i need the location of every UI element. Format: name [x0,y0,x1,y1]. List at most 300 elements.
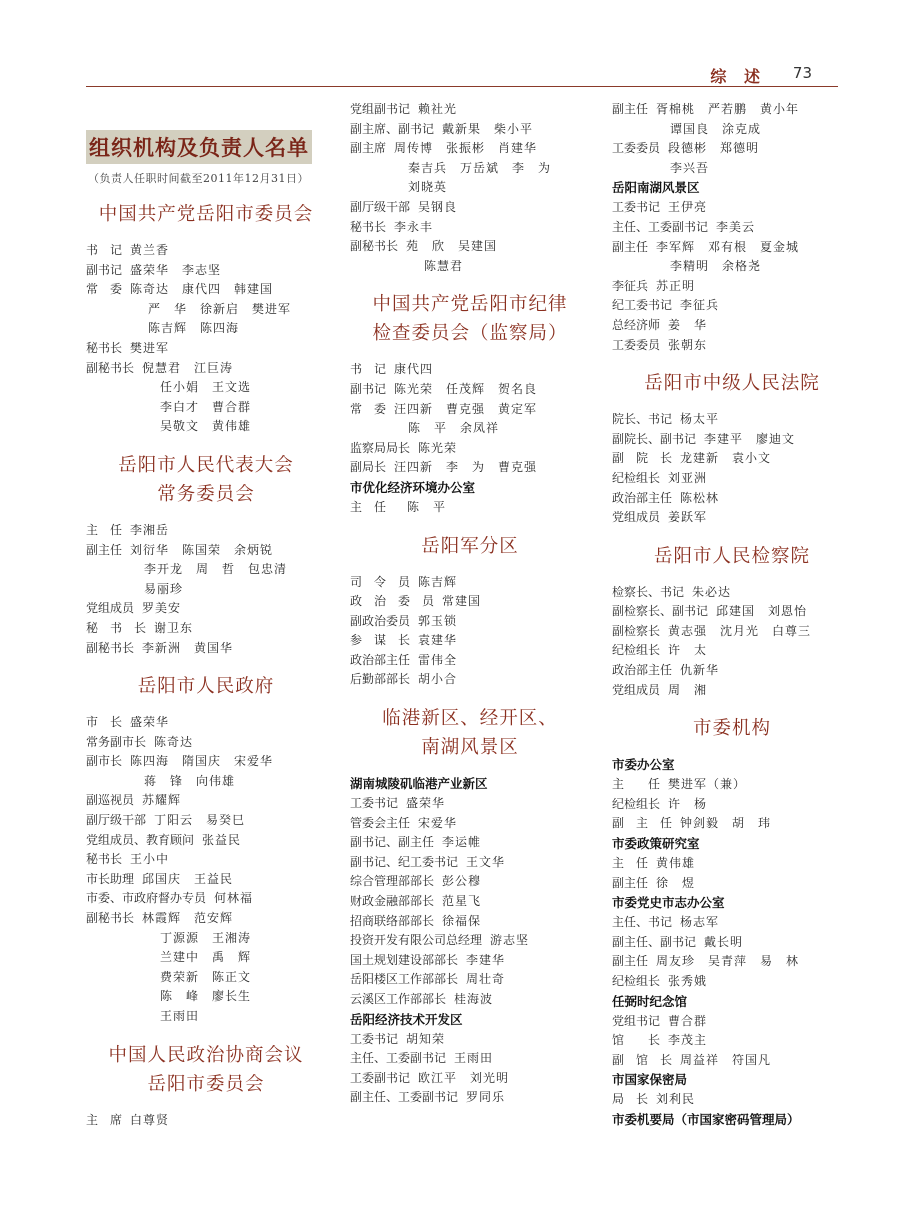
position-label: 主 任 [612,856,649,871]
position-label: 总经济师 [612,317,661,332]
person-names: 刘衍华 陈国荣 余炳锐 [130,542,274,557]
position-label: 副主任 [612,875,649,890]
entry-row [612,1051,852,1071]
entry-row [350,631,590,651]
person-names: 桂海波 [454,992,494,1006]
person-names: 吴钢良 [418,199,458,214]
section-title [86,1041,326,1099]
person-names: 黄志强 沈月光 白尊三 [668,623,812,638]
names-continuation: 陈 峰 廖长生 [160,989,252,1004]
position-label: 主任、工委副书记 [612,219,709,234]
names-continuation: 王雨田 [160,1009,200,1023]
position-label: 常 委 [86,282,123,297]
names-continuation: 易丽珍 [144,581,184,596]
position-label: 监察局局长 [350,440,411,455]
position-label: 政 治 委 员 [350,594,435,609]
person-names: 黄伟雄 [656,856,696,871]
position-label: 副主任、副书记 [612,934,697,949]
entry-row [612,661,852,681]
position-label: 秘书长 [86,340,123,355]
person-names: 陈吉辉 [418,574,458,589]
section-title-line: 中国人民政治协商会议 [108,1044,304,1066]
position-label: 副巡视员 [86,793,135,808]
position-label: 岳阳楼区工作部部长 [350,972,459,987]
entry-row [612,218,852,238]
main-title-box [86,130,312,164]
person-names: 曹合群 [668,1013,708,1028]
person-names: 陈奇达 康代四 韩建国 [130,282,274,297]
entry-row [86,541,326,561]
names-continuation: 李精明 余格尧 [670,259,762,274]
section-title [350,532,590,561]
person-names: 欧江平 刘光明 [418,1070,510,1085]
section-title [612,714,852,743]
entry-row [86,752,326,772]
position-label: 主 任 [350,499,387,514]
section-title-line: 市委机构 [692,718,771,740]
entry-row [350,100,590,120]
section-title-line: 岳阳军分区 [421,535,519,557]
position-label: 财政金融部部长 [350,894,435,909]
position-label: 市委、市政府督办专员 [86,891,207,906]
entry-row [86,889,326,909]
position-label: 副主任、工委副书记 [350,1090,459,1105]
names-continuation: 吴敬文 黄伟雄 [160,419,252,434]
person-names: 李美云 [716,219,756,234]
section-name: 综 述 [710,67,766,86]
person-names: 胥棉桃 严若鹏 黄小年 [656,102,800,116]
position-label: 主 任 [86,522,123,537]
person-names: 李新洲 黄国华 [142,640,234,655]
person-names: 游志坚 [490,933,530,948]
entry-row [86,870,326,890]
entry-row [612,1012,852,1032]
names-continuation: 陈吉辉 陈四海 [148,321,240,336]
position-label: 参 谋 长 [350,633,411,648]
sub-title: 市优化经济环境办公室 [350,479,476,495]
entry-row [612,641,852,661]
entry-row [612,1031,852,1051]
section-title-line: 岳阳市人民政府 [137,676,275,698]
position-label: 党组成员 [612,510,661,525]
entry-row [350,872,590,892]
entry-row [612,874,852,894]
entry-row [612,410,852,430]
person-names: 周传博 张振彬 肖建华 [394,141,538,156]
entry-row [612,913,852,933]
position-label: 纪检组长 [612,470,661,485]
person-names: 倪慧君 江巨涛 [142,360,234,375]
position-label: 常务副市长 [86,734,147,749]
entry-row [86,791,326,811]
names-continuation: 兰建中 禹 辉 [160,950,252,965]
names-continuation: 费荣新 陈正文 [160,969,252,984]
names-continuation: 蒋 锋 向伟雄 [144,773,236,788]
entry-row [612,198,852,218]
person-names: 苑 欣 吴建国 [406,239,498,254]
person-names: 李永丰 [394,219,434,234]
position-label: 副主席、副书记 [350,121,435,136]
person-names: 徐 煜 [656,875,696,890]
names-continuation: 李白才 曹合群 [160,399,252,414]
entry-row [350,670,590,690]
section-title-line: 中国共产党岳阳市委员会 [98,204,314,225]
person-names: 谢卫东 [154,620,194,635]
position-label: 馆 长 [612,1033,661,1048]
entry-row [350,1030,590,1050]
section-title [350,704,590,762]
entry-row [350,573,590,593]
position-label: 管委会主任 [350,815,411,830]
position-label: 国土规划建设部部长 [350,952,459,967]
position-label: 局 长 [612,1092,649,1107]
entry-row [350,1088,590,1108]
position-label: 主 席 [86,1112,123,1127]
entry-row [350,139,590,159]
names-continuation: 严 华 徐新启 樊进军 [148,301,292,316]
person-names: 李建平 廖迪文 [704,431,796,446]
person-names: 苏耀辉 [142,793,182,808]
person-names: 白尊贤 [130,1112,170,1127]
person-names: 康代四 [394,362,434,377]
section-title [86,672,326,701]
entry-row [86,280,326,300]
person-names: 苏正明 [656,278,696,293]
entry-row [86,521,326,541]
position-label: 市长助理 [86,871,135,886]
position-label: 副 主 任 [612,816,673,831]
entry-row [612,296,852,316]
sub-title: 市国家保密局 [612,1072,688,1088]
entry-row [612,336,852,356]
entry-row [350,990,590,1010]
entry-row [86,850,326,870]
position-label: 副市长 [86,754,123,769]
entry-row [612,814,852,834]
person-names: 邱国庆 王益民 [142,871,234,886]
position-label: 副书记 [350,381,387,396]
person-names: 邱建国 刘恩怡 [716,604,808,619]
person-names: 王小中 [130,852,170,867]
person-names: 李建华 [466,952,506,967]
entry-row [350,218,590,238]
section-title [612,542,852,571]
sub-title: 市委办公室 [612,757,675,773]
position-label: 副院长、副书记 [612,431,697,446]
position-label: 书 记 [350,362,387,377]
person-names: 郭玉锁 [418,613,458,628]
position-label: 市 长 [86,715,123,730]
entry-row [612,238,852,258]
entry-row [350,120,590,140]
person-names: 彭公穆 [442,874,482,889]
person-names: 王伊亮 [668,200,708,215]
person-names: 雷伟全 [418,652,458,667]
entry-row [350,380,590,400]
entry-row [350,592,590,612]
entry-row [350,439,590,459]
position-label: 副主任 [612,102,649,116]
entry-row [86,241,326,261]
person-names: 盛荣华 [406,796,446,811]
person-names: 钟剑毅 胡 玮 [680,816,772,831]
section-title-line: 岳阳市人民代表大会 [118,454,294,476]
person-names: 黄兰香 [130,243,170,257]
person-names: 龙建新 袁小文 [680,451,772,466]
entry-row [86,619,326,639]
position-label: 副秘书长 [86,640,135,655]
position-label: 副局长 [350,460,387,475]
position-label: 党组成员 [86,601,135,616]
position-label: 政治部主任 [350,652,411,667]
entry-row [86,639,326,659]
entry-row [350,794,590,814]
entry-row [86,359,326,379]
position-label: 工委委员 [612,141,661,156]
position-label: 纪检组长 [612,974,661,988]
person-names: 罗美安 [142,601,182,616]
position-label: 副秘书长 [86,360,135,375]
entry-row [612,316,852,336]
position-label: 司 令 员 [350,574,411,589]
person-names: 范星飞 [442,894,482,909]
position-label: 后勤部部长 [350,672,411,687]
position-label: 副主任 [612,239,649,254]
position-label: 常 委 [350,401,387,416]
entry-row [350,892,590,912]
position-label: 纪检组长 [612,796,661,811]
person-names: 周 湘 [668,682,708,697]
position-label: 秘书长 [350,219,387,234]
position-label: 副厅级干部 [350,199,411,214]
names-continuation: 刘晓英 [408,180,448,195]
entry-row [86,599,326,619]
names-continuation: 陈 平 余凤祥 [408,421,500,436]
position-label: 主任、工委副书记 [350,1051,447,1066]
person-names: 许 杨 [668,796,708,811]
person-names: 罗同乐 [466,1090,506,1105]
entry-row [612,972,852,992]
entry-row [612,139,852,159]
entry-row [612,469,852,489]
entry-row [350,912,590,932]
person-names: 何林福 [214,891,254,906]
person-names: 宋爱华 [418,815,458,830]
section-title [350,290,590,348]
section-title [612,369,852,398]
position-label: 工委委员 [612,337,661,352]
person-names: 盛荣华 李志坚 [130,262,222,277]
person-names: 刘亚洲 [668,470,708,485]
person-names: 张益民 [202,832,242,847]
section-title-line: 岳阳市中级人民法院 [644,373,820,395]
sub-title: 岳阳经济技术开发区 [350,1011,463,1027]
person-names: 王文华 [466,854,506,869]
position-label: 副主任 [612,954,649,969]
person-names: 李军辉 邓有根 夏金城 [656,239,800,254]
position-label: 院长、书记 [612,412,673,427]
person-names: 周益祥 符国凡 [680,1052,772,1067]
names-continuation: 丁源源 王湘涛 [160,930,252,945]
section-title-line: 临港新区、经开区、 [382,708,558,730]
position-label: 副书记、纪工委书记 [350,854,459,869]
position-label: 党组副书记 [350,102,411,116]
entry-row [612,775,852,795]
section-title-line: 岳阳市人民检察院 [653,545,810,567]
person-names: 胡知荣 [406,1031,446,1046]
position-label: 政治部主任 [612,490,673,505]
column-3 [612,100,852,1130]
person-names: 姜跃军 [668,510,708,525]
person-names: 戴长明 [704,934,744,949]
sub-title: 岳阳南湖风景区 [612,180,700,196]
entry-row [350,1049,590,1069]
person-names: 樊进军（兼） [668,777,747,792]
person-names: 袁建华 [418,633,458,648]
entry-row [86,733,326,753]
person-names: 陈 平 [394,499,447,514]
section-title [86,200,326,229]
person-names: 陈光荣 [418,440,458,455]
entry-row [612,602,852,622]
position-label: 主 任 [612,777,661,792]
column-2 [350,100,590,1108]
entry-row [350,198,590,218]
position-label: 副厅级干部 [86,813,147,828]
entry-row [350,970,590,990]
person-names: 陈松林 [680,490,720,505]
entry-row [612,933,852,953]
position-label: 云溪区工作部部长 [350,992,447,1006]
person-names: 周友珍 吴青萍 易 林 [656,954,800,969]
person-names: 杨太平 [680,412,720,427]
entry-row [86,1111,326,1131]
person-names: 姜 华 [668,317,708,332]
entry-row [350,931,590,951]
person-names: 陈光荣 任茂辉 贺名良 [394,381,538,396]
sub-title: 市委政策研究室 [612,836,700,852]
names-continuation: 李兴吾 [670,160,710,175]
entry-row [86,713,326,733]
entry-row [86,261,326,281]
position-label: 工委副书记 [350,1070,411,1085]
sub-title: 任弼时纪念馆 [612,993,688,1009]
section-title-line: 检查委员会（监察局） [372,323,568,345]
entry-row [612,681,852,701]
entry-row [86,339,326,359]
entry-row [612,583,852,603]
person-names: 樊进军 [130,340,170,355]
sub-title: 湖南城陵矶临港产业新区 [350,776,488,792]
entry-row [350,237,590,257]
position-label: 副检察长、副书记 [612,604,709,619]
position-label: 秘 书 长 [86,620,147,635]
section-title-line: 中国共产党岳阳市纪律 [372,294,568,316]
position-label: 副检察长 [612,623,661,638]
date-note: （负责人任职时间截至2011年12月31日） [88,172,309,185]
entry-row [612,1090,852,1110]
column-1 [86,100,326,1130]
person-names: 李运帷 [442,835,482,850]
person-names: 陈奇达 [154,734,194,749]
entry-row [612,854,852,874]
entry-row [612,430,852,450]
person-names: 王雨田 [454,1051,494,1066]
main-title: 组织机构及负责人名单 [89,135,309,160]
person-names: 李征兵 [680,298,720,313]
position-label: 投资开发有限公司总经理 [350,933,483,948]
position-label: 副秘书长 [350,239,399,254]
person-names: 朱必达 [692,584,732,599]
position-label: 李征兵 [612,278,649,293]
position-label: 检察长、书记 [612,584,685,599]
person-names: 杨志军 [680,915,720,930]
position-label: 纪工委书记 [612,298,673,313]
entry-row [612,277,852,297]
names-continuation: 李开龙 周 哲 包忠清 [144,562,288,577]
entry-row [350,833,590,853]
entry-row [612,508,852,528]
position-label: 党组书记 [612,1013,661,1028]
position-label: 副 馆 长 [612,1052,673,1067]
person-names: 段德彬 郑德明 [668,141,760,156]
person-names: 常建国 [442,594,482,609]
entry-row [350,814,590,834]
section-title [86,451,326,509]
entry-row [612,100,852,120]
entry-row [612,449,852,469]
entry-row [350,498,590,518]
entry-row [86,909,326,929]
section-title-line: 南湖风景区 [421,737,519,759]
person-names: 汪四新 李 为 曹克强 [394,460,538,475]
section-title-line: 常务委员会 [157,483,255,505]
position-label: 综合管理部部长 [350,874,435,889]
entry-row [350,612,590,632]
entry-row [86,811,326,831]
person-names: 赖社光 [418,102,458,116]
person-names: 徐福保 [442,913,482,928]
position-label: 党组成员 [612,682,661,697]
person-names: 仇新华 [680,663,720,678]
position-label: 副政治委员 [350,613,411,628]
entry-row [350,853,590,873]
position-label: 政治部主任 [612,663,673,678]
position-label: 副主任 [86,542,123,557]
names-continuation: 谭国良 涂克成 [670,121,762,136]
position-label: 工委书记 [350,1031,399,1046]
person-names: 李湘岳 [130,522,170,537]
person-names: 许 太 [668,643,708,658]
entry-row [350,400,590,420]
position-label: 副书记 [86,262,123,277]
entry-row [612,795,852,815]
person-names: 张朝东 [668,337,708,352]
person-names: 林霞辉 范安辉 [142,911,234,926]
position-label: 书 记 [86,243,123,257]
names-continuation: 陈慧君 [424,258,464,273]
sub-title: 市委党史市志办公室 [612,895,725,911]
section-title-line: 岳阳市委员会 [147,1073,265,1095]
sub-title: 市委机要局（市国家密码管理局） [612,1111,800,1127]
page-number: 73 [792,64,812,82]
entry-row [350,651,590,671]
entry-row [350,360,590,380]
person-names: 汪四新 曹克强 黄定军 [394,401,538,416]
names-continuation: 任小娟 王文选 [160,380,252,395]
position-label: 招商联络部部长 [350,913,435,928]
person-names: 刘利民 [656,1092,696,1107]
